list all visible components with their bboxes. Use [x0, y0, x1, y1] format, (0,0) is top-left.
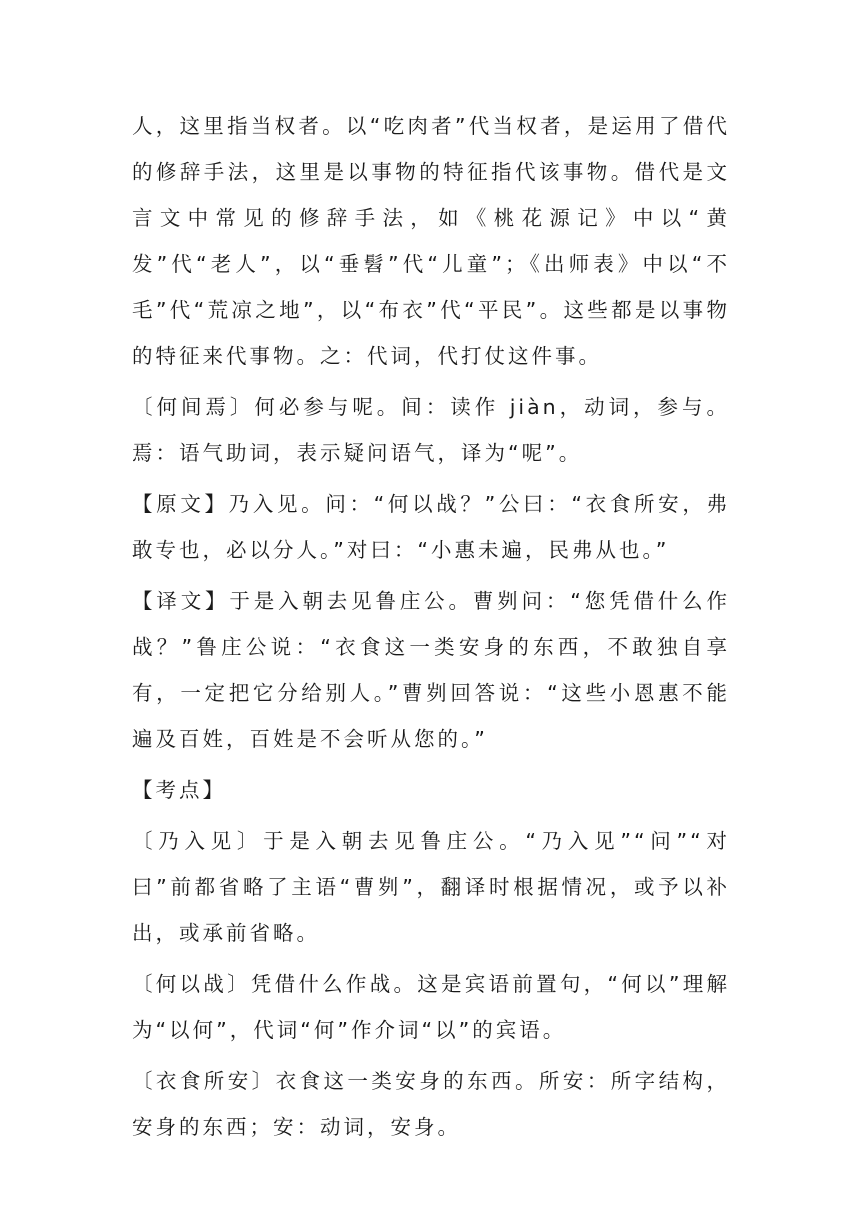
document-page: [132, 103, 730, 1155]
paragraph-yishisuoan-note: 〔衣食所安〕衣食这一类安身的东西。所安：所字结构，安身的东西；安：动词，安身。: [132, 1069, 730, 1139]
paragraph-heyizhan-note: 〔何以战〕凭借什么作战。这是宾语前置句，“何以”理解为“以何”，代词“何”作介词“以”的宾语。: [132, 972, 730, 1042]
section-heading-kaodian: 【考点】: [132, 778, 226, 802]
paragraph-nairujian-note: 〔乃入见〕于是入朝去见鲁庄公。“乃入见”“问”“对曰”前都省略了主语“曹刿”，翻译时根据情况，或予以补出，或承前省略。: [132, 829, 730, 945]
paragraph-jiedai-explanation: 人，这里指当权者。以“吃肉者”代当权者，是运用了借代的修辞手法，这里是以事物的特征指代该事物。借代是文言文中常见的修辞手法，如《桃花源记》中以“黄发”代“老人”，以“垂髫”代“儿童”；《出师表》中以“不毛”代“荒凉之地”，以“布衣”代“平民”。这些都是以事物的特征来代事物。之：代词，代打仗这件事。: [132, 114, 730, 368]
paragraph-hejianyan-note: 〔何间焉〕何必参与呢。间：读作 jiàn，动词，参与。焉：语气助词，表示疑问语气，译为“呢”。: [132, 395, 730, 465]
paragraph-original-text: 【原文】乃入见。问：“何以战？”公曰：“衣食所安，弗敢专也，必以分人。”对曰：“小惠未遍，民弗从也。”: [132, 492, 730, 562]
paragraph-translation: 【译文】于是入朝去见鲁庄公。曹刿问：“您凭借什么作战？”鲁庄公说：“衣食这一类安身的东西，不敢独自享有，一定把它分给别人。”曹刿回答说：“这些小恩惠不能遍及百姓，百姓是不会听从您的。”: [132, 589, 730, 751]
